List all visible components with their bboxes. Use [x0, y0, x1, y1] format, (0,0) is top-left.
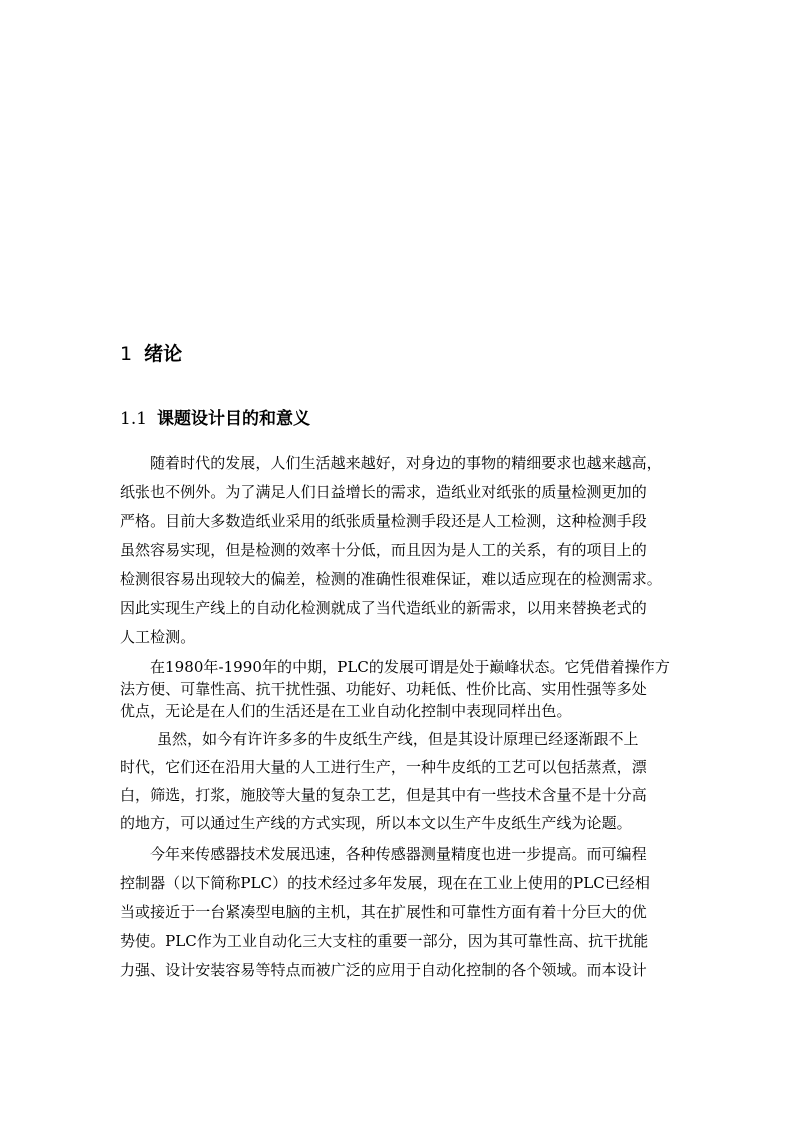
paragraph-1 — [120, 449, 680, 652]
text-line: 在1980年-1990年的中期，PLC的发展可谓是处于巅峰状态。它凭借着操作方 — [150, 658, 670, 676]
text-line: 控制器（以下简称PLC）的技术经过多年发展，现在在工业上使用的PLC已经相 — [120, 874, 650, 892]
text-line: 虽然容易实现，但是检测的效率十分低，而且因为是人工的关系，有的项目上的 — [120, 541, 647, 559]
text-line: 优点，无论是在人们的生活还是在工业自动化控制中表现同样出色。 — [120, 702, 572, 720]
body-text — [120, 449, 680, 985]
section-title-text: 课题设计目的和意义 — [157, 409, 311, 429]
text-line: 时代，它们还在沿用大量的人工进行生产，一种牛皮纸的工艺可以包括蒸煮，漂 — [120, 758, 647, 776]
paragraph-4 — [120, 840, 680, 985]
text-line: 严格。目前大多数造纸业采用的纸张质量检测手段还是人工检测，这种检测手段 — [120, 512, 647, 530]
paragraph-3 — [120, 725, 680, 837]
text-line: 人工检测。 — [120, 628, 196, 646]
text-line: 虽然，如今有许许多多的牛皮纸生产线，但是其设计原理已经逐渐跟不上 — [157, 730, 639, 748]
paragraph-2 — [120, 656, 680, 722]
chapter-heading — [120, 340, 182, 368]
section-heading — [120, 406, 310, 432]
text-line: 因此实现生产线上的自动化检测就成了当代造纸业的新需求，以用来替换老式的 — [120, 599, 647, 617]
text-line: 力强、设计安装容易等特点而被广泛的应用于自动化控制的各个领域。而本设计 — [120, 961, 647, 979]
section-number: 1.1 — [120, 409, 148, 429]
text-line: 今年来传感器技术发展迅速，各种传感器测量精度也进一步提高。而可编程 — [150, 845, 647, 863]
text-line: 法方便、可靠性高、抗干扰性强、功能好、功耗低、性价比高、实用性强等多处 — [120, 680, 647, 698]
text-line: 随着时代的发展，人们生活越来越好，对身边的事物的精细要求也越来越高， — [150, 454, 662, 472]
chapter-number: 1 — [120, 343, 133, 365]
text-line: 当或接近于一台紧凑型电脑的主机，其在扩展性和可靠性方面有着十分巨大的优 — [120, 903, 647, 921]
text-line: 白，筛选，打浆，施胶等大量的复杂工艺，但是其中有一些技术含量不是十分高 — [120, 786, 647, 804]
text-line: 纸张也不例外。为了满足人们日益增长的需求，造纸业对纸张的质量检测更加的 — [120, 483, 647, 501]
text-line: 检测很容易出现较大的偏差，检测的准确性很难保证，难以适应现在的检测需求。 — [120, 570, 662, 588]
text-line: 的地方，可以通过生产线的方式实现，所以本文以生产牛皮纸生产线为论题。 — [120, 814, 632, 832]
text-line: 势使。PLC作为工业自动化三大支柱的重要一部分，因为其可靠性高、抗干扰能 — [120, 932, 649, 950]
chapter-title-text: 绪论 — [144, 343, 183, 365]
